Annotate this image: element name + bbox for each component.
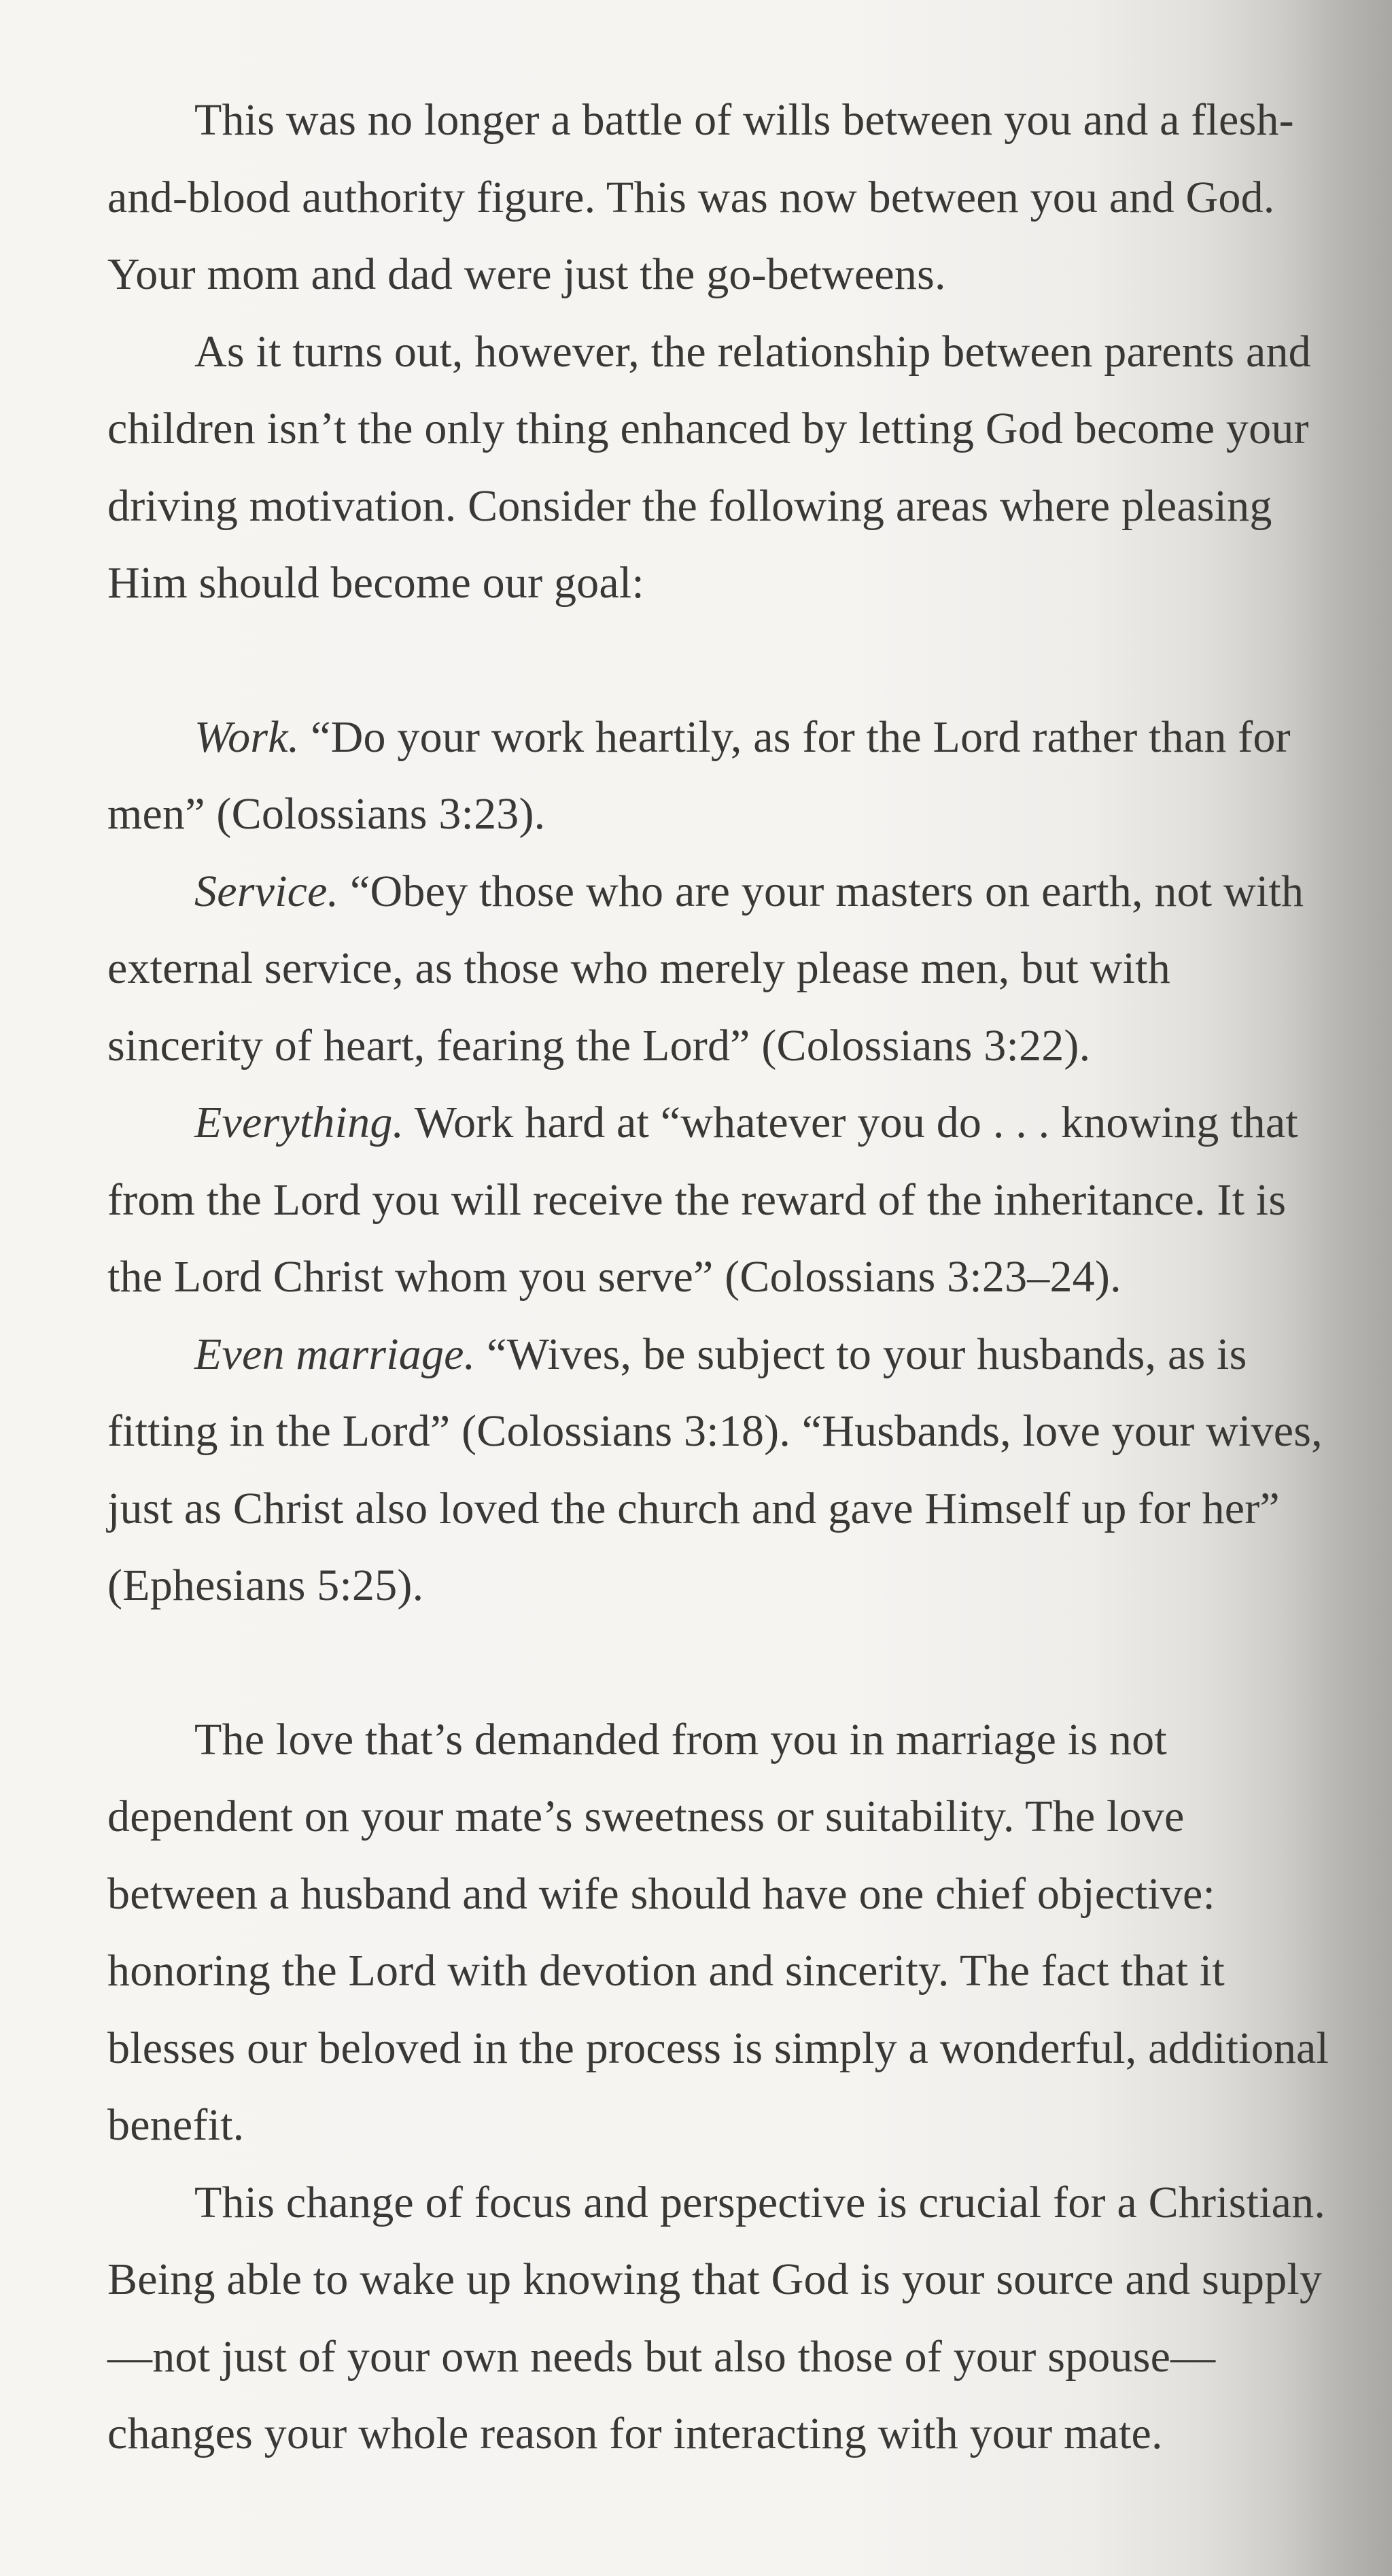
area-service-term: Service. <box>194 866 339 916</box>
paragraph-intro: This was no longer a battle of wills between you and a flesh-and-blood authority figure. This was now between you and God. Your mom and dad were just the go-betweens. <box>107 95 1294 299</box>
paragraph-change-of-focus: This change of focus and perspective is crucial for a Christian. Being able to wake up knowing that God is your source and supply—not just of your own needs but also those of your spouse—changes your whole reason for interacting with your mate. <box>107 2177 1326 2458</box>
area-everything <box>107 1084 1331 1316</box>
area-everything-text: Work hard at “whatever you do . . . knowing that from the Lord you will receive the reward of the inheritance. It is the Lord Christ whom you serve” (Colossians 3:23–24). <box>107 1098 1298 1302</box>
area-work <box>107 699 1331 853</box>
area-marriage-text: “Wives, be subject to your husbands, as is fitting in the Lord” (Colossians 3:18). “Husbands, love your wives, just as Christ also loved the church and gave Himself up for her” (Ephesians 5:25). <box>107 1329 1323 1610</box>
paragraph-love-demanded: The love that’s demanded from you in marriage is not dependent on your mate’s sweetness or suitability. The love between a husband and wife should have one chief objective: honoring the Lord with devotion and sincerity. The fact that it blesses our beloved in the process is simply a wonderful, additional benefit. <box>107 1714 1329 2150</box>
area-service <box>107 853 1331 1085</box>
paragraph-areas-intro: As it turns out, however, the relationship between parents and children isn’t the only thing enhanced by letting God become your driving motivation. Consider the following areas where pleasing Him should become our goal: <box>107 326 1311 608</box>
area-marriage-term: Even marriage. <box>194 1329 476 1379</box>
area-everything-term: Everything. <box>194 1098 404 1147</box>
area-work-text: “Do your work heartily, as for the Lord rather than for men” (Colossians 3:23). <box>107 712 1291 839</box>
book-page <box>107 82 1331 2473</box>
area-service-text: “Obey those who are your masters on earth, not with external service, as those who merely please men, but with sincerity of heart, fearing the Lord” (Colossians 3:22). <box>107 866 1304 1071</box>
area-marriage <box>107 1316 1331 1624</box>
area-work-term: Work. <box>194 712 300 762</box>
